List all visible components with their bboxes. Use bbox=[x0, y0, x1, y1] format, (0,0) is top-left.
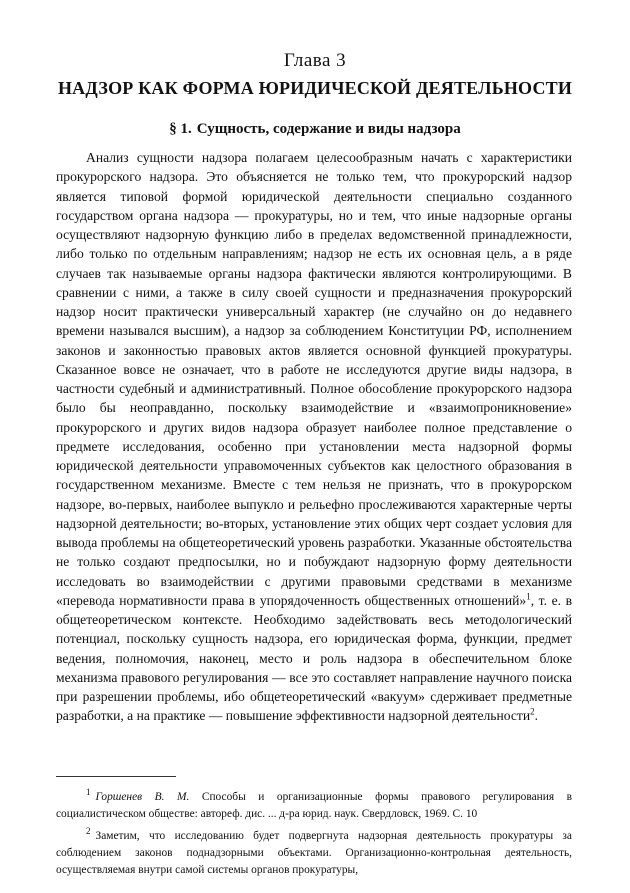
body-paragraph bbox=[56, 148, 572, 726]
body-text-part-2: , т. е. в общетеоретическом контексте. Необходимо задействовать весь методологический потенциал, поскольку сущность надзора, его юридическая форма, функции, предмет ведения, полномочия, наконец, место и роль надзора в обеспечительном блоке механизма правового регулирования — все это составляет направление научного поиска при разрешении проблемы, ибо общетеоретический «вакуум» сдерживает предметные разработки, а на практике — повышение эффективности надзорной деятельности bbox=[56, 592, 572, 724]
section-heading bbox=[0, 121, 630, 138]
chapter-title: НАДЗОР КАК ФОРМА ЮРИДИЧЕСКОЙ ДЕЯТЕЛЬНОСТИ bbox=[57, 78, 573, 98]
footnote-reference-2: 2 bbox=[530, 706, 535, 717]
footnote-1-author: Горшенев В. М. bbox=[95, 791, 190, 803]
chapter-label: Глава 3 bbox=[283, 50, 347, 71]
footnote-2-mark: 2 bbox=[86, 826, 91, 837]
footnote-reference-1: 1 bbox=[526, 591, 531, 602]
body-text-part-1: Анализ сущности надзора полагаем целесообразным начать с характеристики прокурорского надзора. Это объясняется не только тем, что прокурорский надзор является типовой формой юридической деятельности специально созданного государством органа надзора — прокуратуры, но и тем, что иные надзорные органы осуществляют надзорную функцию либо в пределах ведомственной принадлежности, либо только по отдельным направлениям; надзор не есть их основная цель, а в ряде случаев так называемые органы надзора фактически являются контролирующими. В сравнении с ними, а также в силу своей сущности и предназначения прокурорский надзор носит практически универсальный характер (не случайно он до недавнего времени назывался высшим), а надзор за соблюдением Конституции РФ, исполнением законов и законностью правовых актов является основной функцией прокуратуры. Сказанное вовсе не означает, что в работе не исследуются другие виды надзора, в частности судебный и административный. Полное обособление прокурорского надзора было бы неоправданно, поскольку взаимодействие и «взаимопроникновение» прокурорского и других видов надзора образует наиболее полное представление о предмете исследования, особенно при установлении места надзорной формы юридической деятельности управомоченных субъектов как целостного образования в государственном механизме. Вместе с тем нельзя не признать, что в прокурорском надзоре, во-первых, наиболее выпукло и рельефно прослеживаются характерные черты надзорной деятельности; во-вторых, установление этих общих черт создает условия для вывода проблемы на общетеоретический уровень разработки. Указанные обстоятельства не только создают предпосылки, но и побуждают надзорную форму деятельности исследовать во взаимодействии с другими правовыми средствами в механизме «перевода нормативности права в упорядоченность общественных отношений» bbox=[56, 150, 572, 608]
footnote-divider bbox=[56, 776, 176, 777]
footnote-2 bbox=[56, 828, 572, 879]
section-number: § 1. bbox=[169, 121, 192, 137]
footnote-1-mark: 1 bbox=[86, 787, 91, 798]
body-text-part-3: . bbox=[534, 708, 539, 724]
footnote-1 bbox=[56, 789, 572, 823]
footnote-1-text: Способы и организационные формы правового регулирования в социалистическом обществе: автореф. дис. ... д-ра юрид. наук. Свердловск, 1969. С. 10 bbox=[56, 791, 572, 820]
section-title: Сущность, содержание и виды надзора bbox=[196, 121, 461, 137]
footnote-2-text: Заметим, что исследованию будет подвергнута надзорная деятельность прокуратуры за соблюдением законов поднадзорными объектами. Организационно-контрольная деятельность, осуществляемая внутри самой системы органов прокуратуры, bbox=[56, 830, 572, 876]
